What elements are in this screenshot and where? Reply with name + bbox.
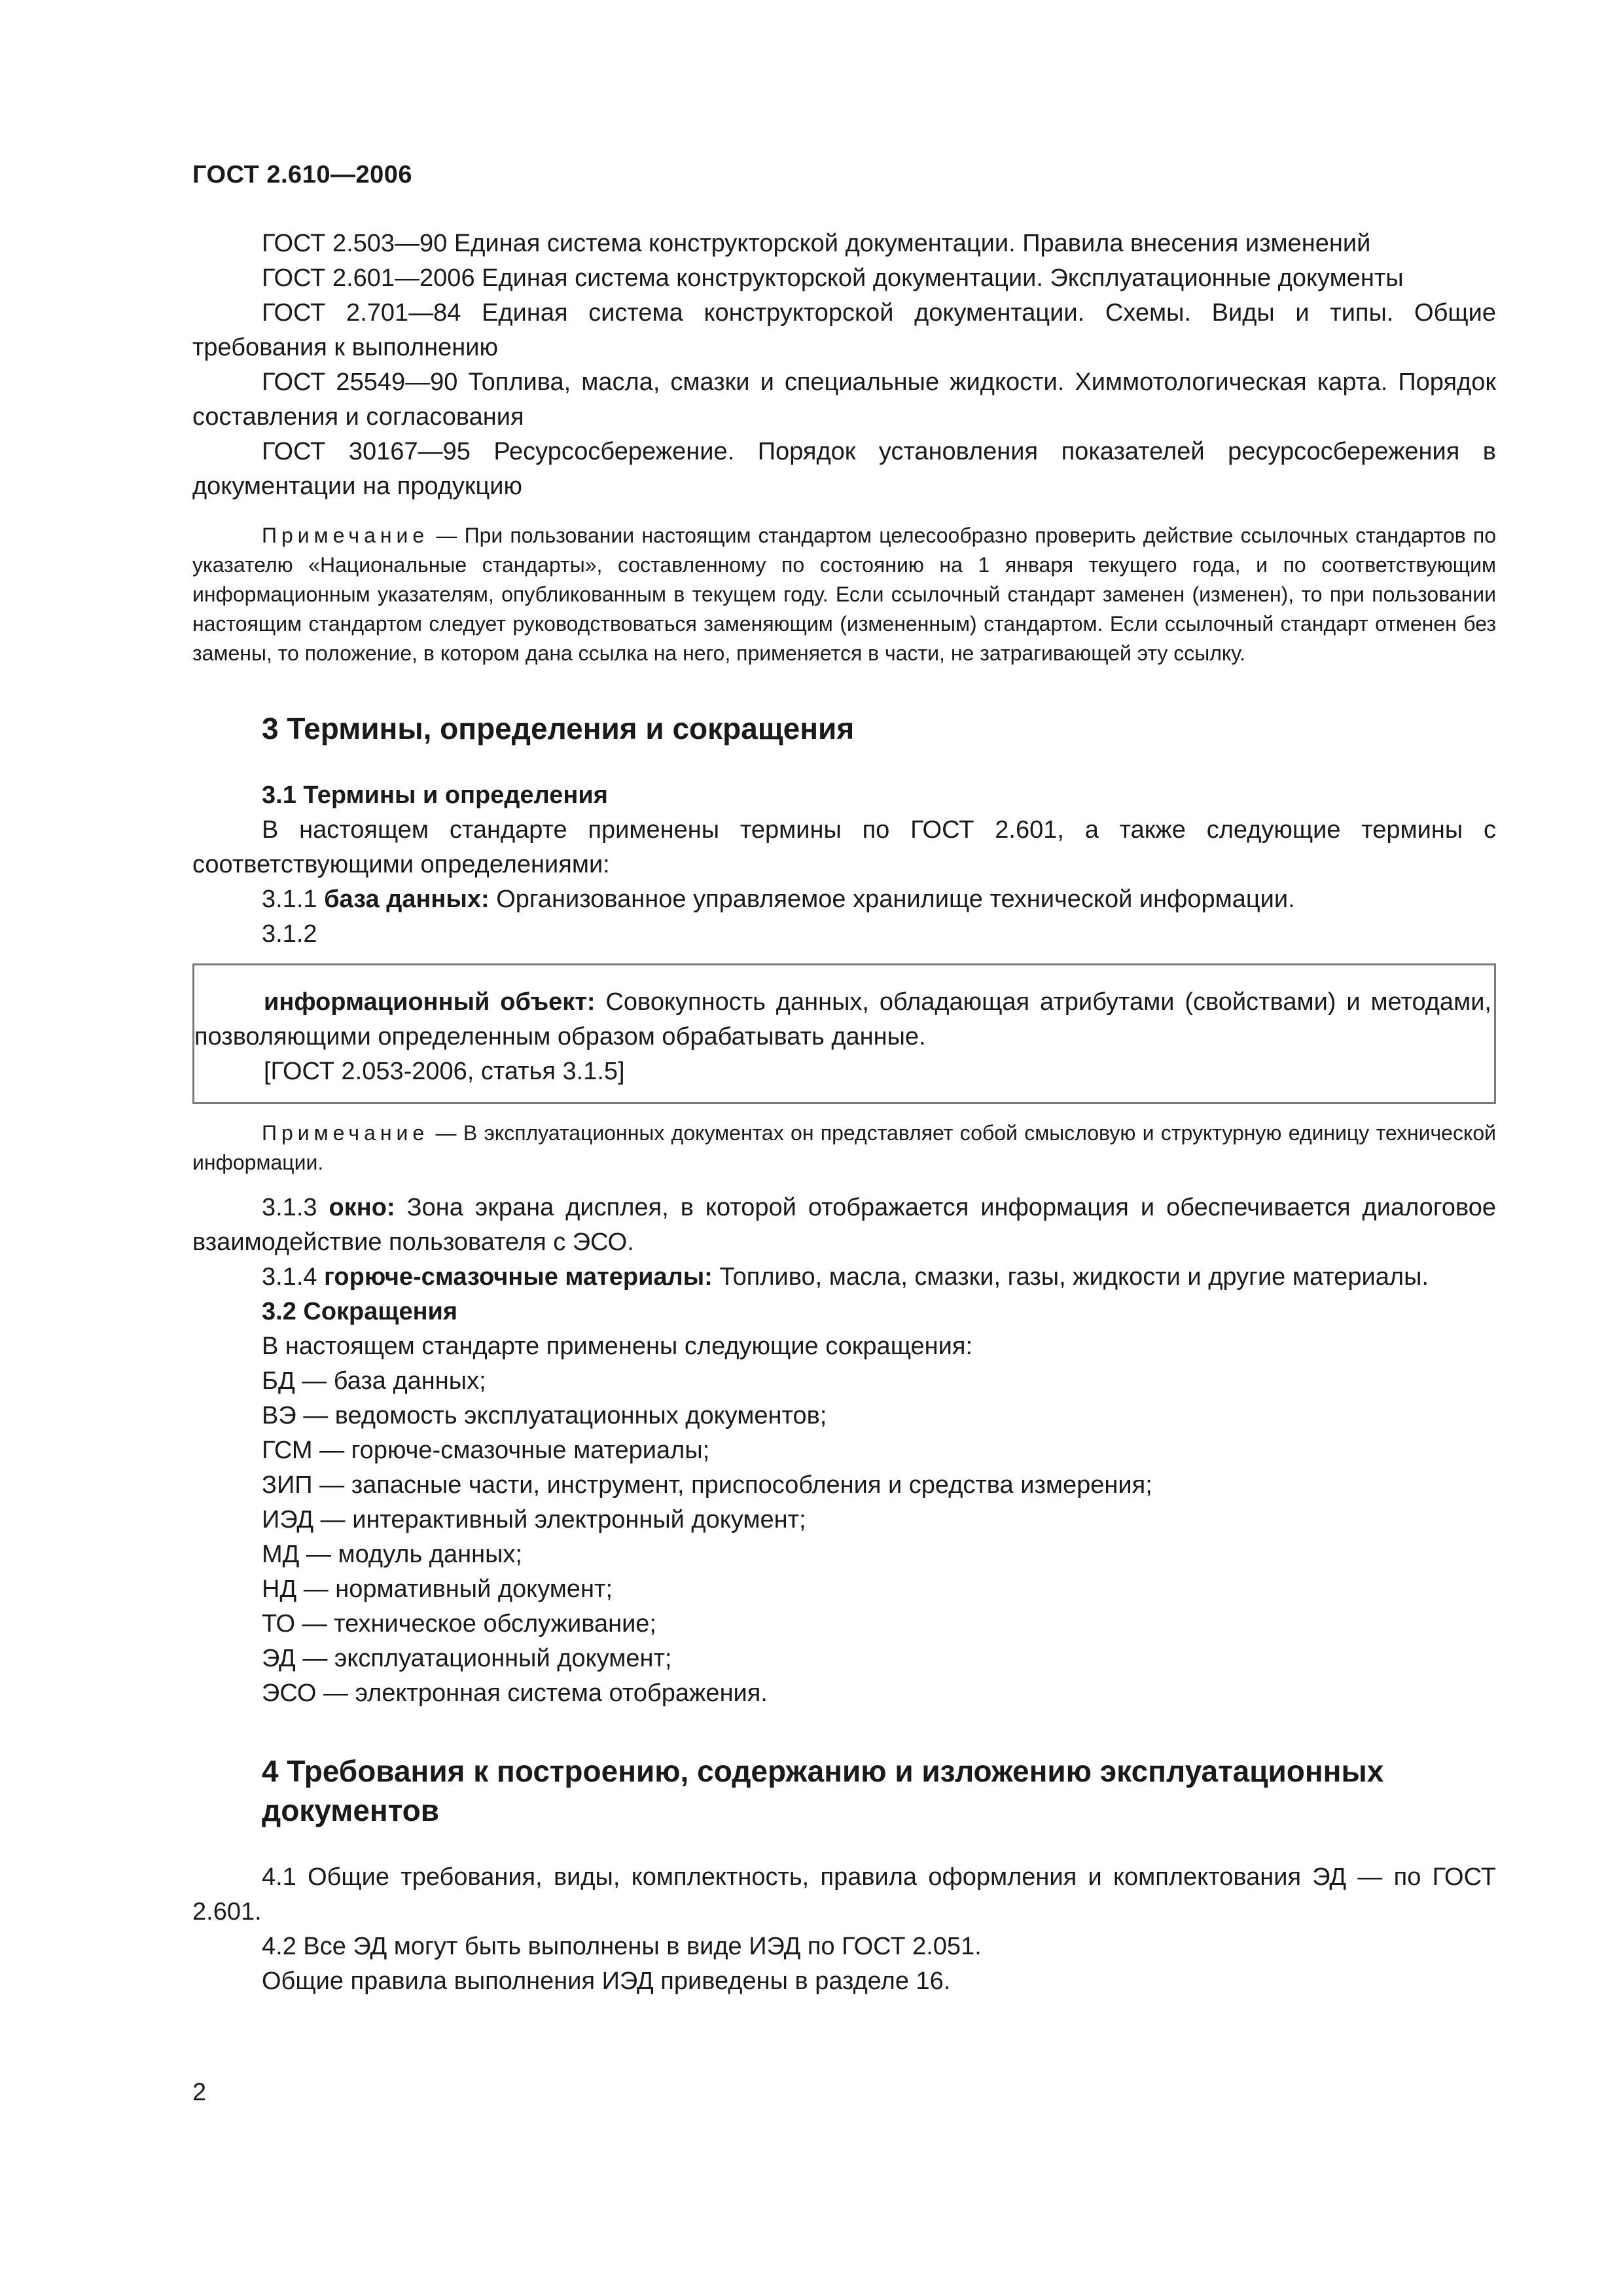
abbr-item: НД — нормативный документ; — [262, 1575, 613, 1603]
abbr-item: ЭСО — электронная система отображения. — [262, 1679, 768, 1707]
term-number: 3.1.3 — [262, 1194, 329, 1221]
note-label: Примечание — [262, 524, 429, 547]
ref-item: ГОСТ 25549—90 Топлива, масла, смазки и специальные жидкости. Химмотологическая карта. Порядок составления и согласования — [192, 368, 1496, 431]
term-definition: Топливо, масла, смазки, газы, жидкости и другие материалы. — [712, 1263, 1429, 1291]
abbr-item: БД — база данных; — [262, 1367, 486, 1395]
abbr-item: ИЭД — интерактивный электронный документ; — [262, 1506, 806, 1534]
note-references — [192, 521, 1496, 668]
ref-item: ГОСТ 2.701—84 Единая система конструкторской документации. Схемы. Виды и типы. Общие требования к выполнению — [192, 299, 1496, 361]
page-number: 2 — [192, 2079, 207, 2106]
page-body — [192, 226, 1496, 1999]
paragraph-4-2-cont: Общие правила выполнения ИЭД приведены в разделе 16. — [262, 1967, 951, 1995]
abbr-item: ГСМ — горюче-смазочные материалы; — [262, 1437, 710, 1464]
abbr-item: ВЭ — ведомость эксплуатационных документов; — [262, 1402, 827, 1429]
term-3-1-1 — [192, 882, 1496, 917]
term-definition: Зона экрана дисплея, в которой отображается информация и обеспечивается диалоговое взаимодействие пользователя с ЭСО. — [192, 1194, 1497, 1256]
term-definition: Совокупность данных, обладающая атрибутами (свойствами) и методами, позволяющими определенным образом обрабатывать данные. — [194, 988, 1491, 1050]
term-3-1-4 — [192, 1260, 1496, 1295]
note-text: — При пользовании настоящим стандартом целесообразно проверить действие ссылочных стандартов по указателю «Национальные стандарты», составленному по состоянию на 1 января текущего года, и по соответствующим информационным указателям, опубликованным в текущем году. Если ссылочный стандарт заменен (изменен), то при пользовании настоящим стандартом следует руководствоваться заменяющим (измененным) стандартом. Если ссылочный стандарт отменен без замены, то положение, в котором дана ссылка на него, применяется в части, не затрагивающей эту ссылку. — [192, 524, 1496, 665]
abbr-intro: В настоящем стандарте применены следующие сокращения: — [262, 1333, 973, 1360]
term-3-1-2-number: 3.1.2 — [262, 920, 317, 948]
abbr-item: ТО — техническое обслуживание; — [262, 1610, 656, 1638]
paragraph-4-1: 4.1 Общие требования, виды, комплектность, правила оформления и комплектования ЭД — по ГОСТ 2.601. — [192, 1863, 1496, 1926]
boxed-term — [194, 985, 1494, 1054]
term-box — [192, 963, 1496, 1104]
term-name: информационный объект: — [264, 988, 596, 1016]
term-definition: Организованное управляемое хранилище технической информации. — [489, 886, 1295, 913]
term-name: база данных: — [324, 886, 490, 913]
abbr-item: ЭД — эксплуатационный документ; — [262, 1645, 672, 1672]
note-term — [192, 1119, 1496, 1177]
ref-item: ГОСТ 2.503—90 Единая система конструкторской документации. Правила внесения изменений — [262, 230, 1371, 257]
boxed-source-ref: [ГОСТ 2.053-2006, статья 3.1.5] — [264, 1058, 625, 1085]
subsection-3-1-title: 3.1 Термины и определения — [262, 781, 608, 809]
note-label: Примечание — [262, 1121, 429, 1145]
term-name: окно: — [329, 1194, 395, 1221]
abbr-item: ЗИП — запасные части, инструмент, приспособления и средства измерения; — [262, 1471, 1152, 1499]
ref-item: ГОСТ 2.601—2006 Единая система конструкторской документации. Эксплуатационные документы — [262, 264, 1404, 292]
subsection-3-2-title: 3.2 Сокращения — [262, 1298, 458, 1325]
paragraph-4-2: 4.2 Все ЭД могут быть выполнены в виде ИЭД по ГОСТ 2.051. — [262, 1933, 982, 1960]
note-text: — В эксплуатационных документах он представляет собой смысловую и структурную единицу технической информации. — [192, 1121, 1496, 1174]
term-3-1-3 — [192, 1191, 1496, 1260]
term-number: 3.1.1 — [262, 886, 325, 913]
terms-intro: В настоящем стандарте применены термины по ГОСТ 2.601, а также следующие термины с соответствующими определениями: — [192, 816, 1496, 878]
term-number: 3.1.4 — [262, 1263, 325, 1291]
document-header: ГОСТ 2.610—2006 — [192, 161, 412, 188]
section-3-title: 3 Термины, определения и сокращения — [262, 711, 855, 745]
abbr-item: МД — модуль данных; — [262, 1541, 522, 1568]
section-4-title: 4 Требования к построению, содержанию и изложению эксплуатационных документов — [262, 1754, 1384, 1827]
term-name: горюче-смазочные материалы: — [324, 1263, 713, 1291]
ref-item: ГОСТ 30167—95 Ресурсосбережение. Порядок установления показателей ресурсосбережения в документации на продукцию — [192, 438, 1496, 500]
